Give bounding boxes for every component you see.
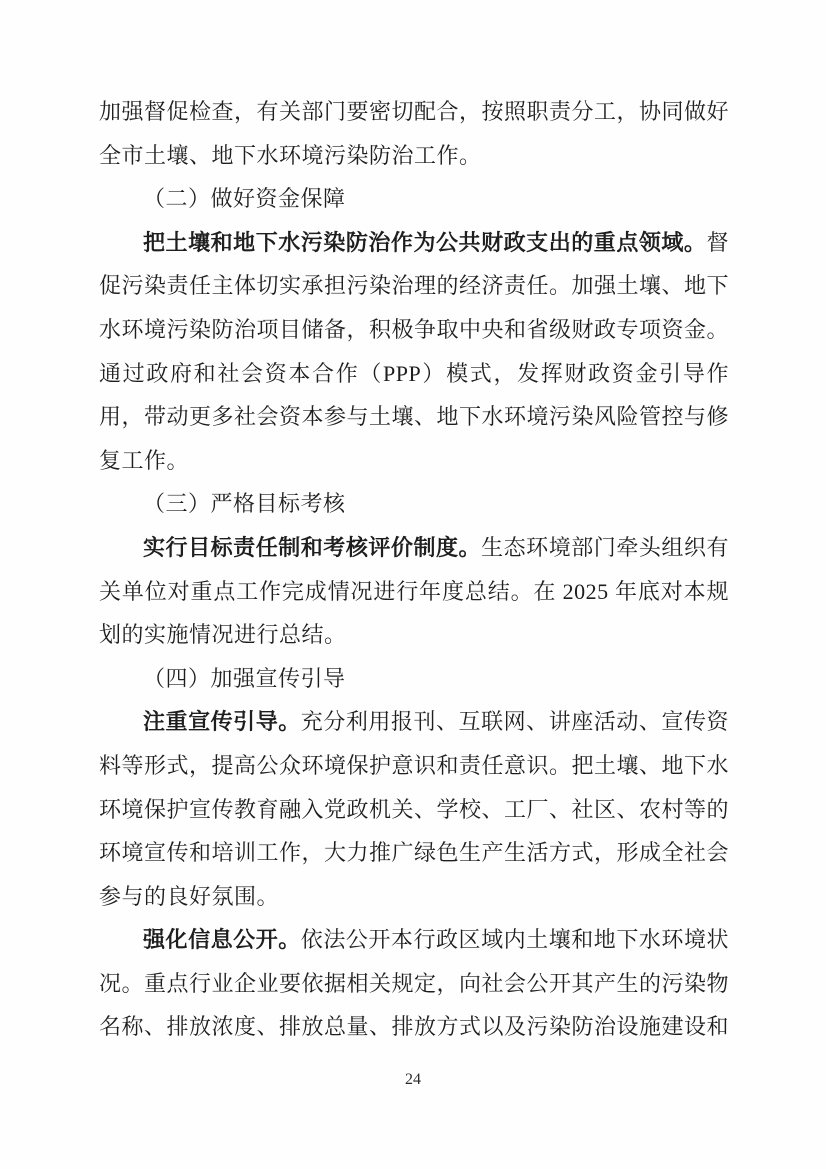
paragraph-assessment — [99, 526, 729, 657]
page-number: 24 — [405, 1071, 421, 1088]
paragraph-funding-text: 督促污染责任主体切实承担污染治理的经济责任。加强土壤、地下水环境污染防治项目储备，积极争取中央和省级财政专项资金。通过政府和社会资本合作（PPP）模式，发挥财政资金引导作用，带动更多社会资本参与土壤、地下水环境污染风险管控与修复工作。 — [99, 229, 730, 473]
heading-section-4-publicity: （四）加强宣传引导 — [143, 665, 346, 691]
paragraph-assessment-text: 生态环境部门牵头组织有关单位对重点工作完成情况进行年度总结。在 2025 年底对本规划的实施情况进行总结。 — [99, 534, 729, 648]
paragraph-carryover: 加强督促检查，有关部门要密切配合，按照职责分工，协同做好全市土壤、地下水环境污染防治工作。 — [99, 99, 730, 168]
paragraph-funding — [99, 221, 729, 483]
paragraph-information-disclosure — [99, 918, 729, 1049]
paragraph-publicity — [99, 700, 729, 918]
paragraph-assessment-lead: 实行目标责任制和考核评价制度。 — [143, 534, 482, 560]
document-body — [99, 90, 729, 1049]
paragraph-funding-lead: 把土壤和地下水污染防治作为公共财政支出的重点领域。 — [143, 229, 707, 255]
paragraph-publicity-text: 充分利用报刊、互联网、讲座活动、宣传资料等形式，提高公众环境保护意识和责任意识。把土壤、地下水环境保护宣传教育融入党政机关、学校、工厂、社区、农村等的环境宣传和培训工作，大力推广绿色生产生活方式，形成全社会参与的良好氛围。 — [99, 709, 730, 909]
paragraph-information-disclosure-lead: 强化信息公开。 — [143, 927, 301, 953]
paragraph-information-disclosure-text: 依法公开本行政区域内土壤和地下水环境状况。重点行业企业要依据相关规定，向社会公开其产生的污染物名称、排放浓度、排放总量、排放方式以及污染防治设施建设和 — [99, 927, 730, 1040]
heading-section-2-funding: （二）做好资金保障 — [143, 186, 346, 212]
paragraph-publicity-lead: 注重宣传引导。 — [143, 709, 301, 735]
heading-section-3-assessment: （三）严格目标考核 — [143, 491, 346, 517]
